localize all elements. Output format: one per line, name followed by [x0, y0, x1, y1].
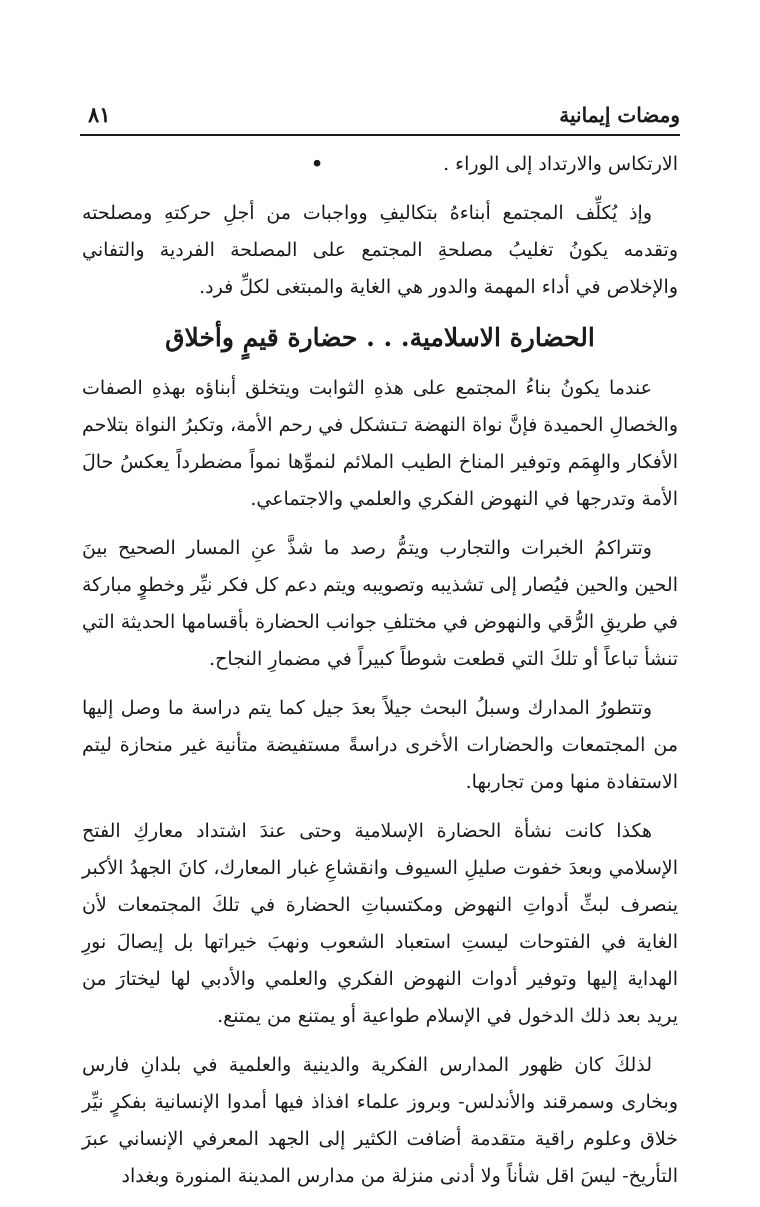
- book-title: ومضات إيمانية: [559, 103, 680, 127]
- opening-line-text: الارتكاس والارتداد إلى الوراء .: [443, 153, 678, 175]
- paragraph: عندما يكونُ بناءُ المجتمع على هذهِ الثوابت ويتخلق أبناؤه بهذهِ الصفات والخصالِ الحميدة فإنَّ نواة النهضة تـتشكل في رحم الأمة، وتكبرُ النواة بتلاحم الأفكار والهِمَم وتوفير المناخ الطيب الملائم لنموِّها نمواً مضطرداً يعكسُ حالَ الأمة وتدرجها في النهوض الفكري والعلمي والاجتماعي.: [82, 377, 678, 510]
- header-rule: [80, 134, 680, 136]
- opening-line: [82, 146, 678, 183]
- paragraph: لذلكَ كان ظهور المدارس الفكرية والدينية والعلمية في بلدانِ فارس وبخارى وسمرقند والأندلس- وبروز علماء افذاذ فيها أمدوا الإنسانية بفكرٍ نيِّر خلاق وعلوم راقية متقدمة أضافت الكثير إلى الجهد المعرفي الإنساني عبرَ التأريخ- ليسَ اقل شأناً ولا أدنى منزلة من مدارس المدينة المنورة وبغداد: [82, 1054, 678, 1187]
- section-heading: الحضارة الاسلامية. . . حضارة قيمٍ وأخلاق: [165, 323, 595, 352]
- bullet-dot: •: [310, 153, 324, 175]
- body-text: [82, 146, 678, 1207]
- running-head: [88, 98, 680, 128]
- paragraph: هكذا كانت نشأة الحضارة الإسلامية وحتى عندَ اشتداد معاركِ الفتح الإسلامي وبعدَ خفوت صليلِ السيوف وانقشاعِ غبار المعارك، كانَ الجهدُ الأكبر ينصرف لبثِّ أدواتِ النهوض ومكتسباتِ الحضارة في تلكَ المجتمعات لأن الغاية في الفتوحات ليستِ استعباد الشعوب ونهبَ خيراتها بل إيصالَ نورِ الهداية إليها وتوفير أدوات النهوض الفكري والعلمي والأدبي لها ليختارَ من يريد بعد ذلك الدخول في الإسلام طواعية أو يمتنع من يمتنع.: [82, 820, 678, 1027]
- page-number: ٨١: [88, 102, 111, 127]
- paragraph: وتتراكمُ الخبرات والتجارب ويتمُّ رصد ما شذَّ عنِ المسار الصحيح بينَ الحين والحين فيُصار إلى تشذيبه وتصويبه ويتم دعم كل فكر نيِّر وخطوٍ مباركة في طريقِ الرُّقي والنهوض في مختلفِ جوانب الحضارة بأقسامها الحديثة التي تنشأ تباعاً أو تلكَ التي قطعت شوطاً كبيراً في مضمارِ النجاح.: [82, 537, 678, 670]
- paragraph: وتتطورُ المدارك وسبلُ البحث جيلاً بعدَ جيل كما يتم دراسة ما وصل إليها من المجتمعات والحضارات الأخرى دراسةً مستفيضة متأنية غير منحازة ليتم الاستفادة منها ومن تجاربها.: [82, 697, 678, 793]
- paragraph: وإذ يُكلِّف المجتمع أبناءهُ بتكاليفِ وواجبات من أجلِ حركتهِ ومصلحته وتقدمه يكونُ تغليبُ مصلحةِ المجتمع على المصلحة الفردية والتفاني والإخلاص في أداء المهمة والدور هي الغاية والمبتغى لكلِّ فرد.: [82, 202, 678, 298]
